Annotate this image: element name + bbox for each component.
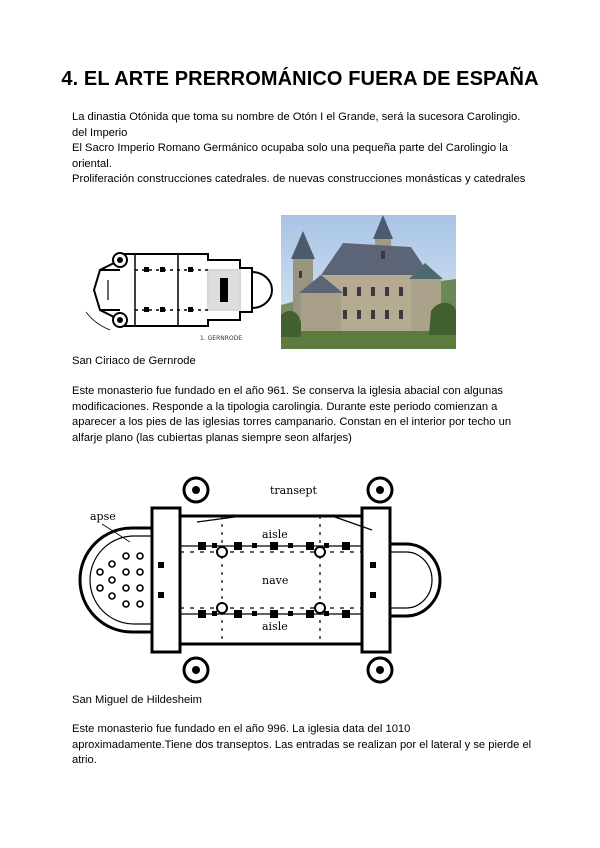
- page-title: 4. EL ARTE PRERROMÁNICO FUERA DE ESPAÑA: [61, 68, 539, 90]
- label-aisle-top: aisle: [262, 528, 288, 541]
- label-nave: nave: [262, 574, 289, 587]
- caption-gernrode: San Ciriaco de Gernrode: [72, 355, 196, 367]
- gernrode-church-photo: [281, 215, 456, 349]
- hildesheim-description: Este monasterio fue fundado en el año 996. La iglesia data del 1010 aproximadamente.Tiene dos transeptos. Las entradas se realizan por el lateral y se pierde el atrio.: [72, 723, 532, 766]
- caption-hildesheim: San Miguel de Hildesheim: [72, 694, 202, 706]
- intro-line-2: El Sacro Imperio Romano Germánico ocupaba solo una pequeña parte del Carolingio la oriental.: [72, 142, 508, 170]
- intro-text: [72, 110, 532, 188]
- gernrode-description: Este monasterio fue fundado en el año 961. Se conserva la iglesia abacial con algunas modificaciones. Responde a la tipologia carolingia. Durante este periodo comienzan a aparecer a los pies de las iglesias torres campanario. Constan en el interior por techo un alfarje plano (las cubiertas planas siempre seon alfarjes): [72, 385, 512, 444]
- gernrode-floor-plan: [80, 240, 276, 348]
- plan-label: 1. GERNRODE: [200, 335, 243, 342]
- label-transept: transept: [270, 484, 317, 497]
- label-aisle-bottom: aisle: [262, 620, 288, 633]
- intro-line-3: Proliferación construcciones catedrales. de nuevas construcciones monásticas y catedrales: [72, 173, 526, 185]
- hildesheim-floor-plan: [72, 472, 458, 690]
- intro-line-1: La dinastia Otónida que toma su nombre de Otón I el Grande, será la sucesora Carolingio. del Imperio: [72, 111, 521, 139]
- label-apse: apse: [90, 510, 116, 523]
